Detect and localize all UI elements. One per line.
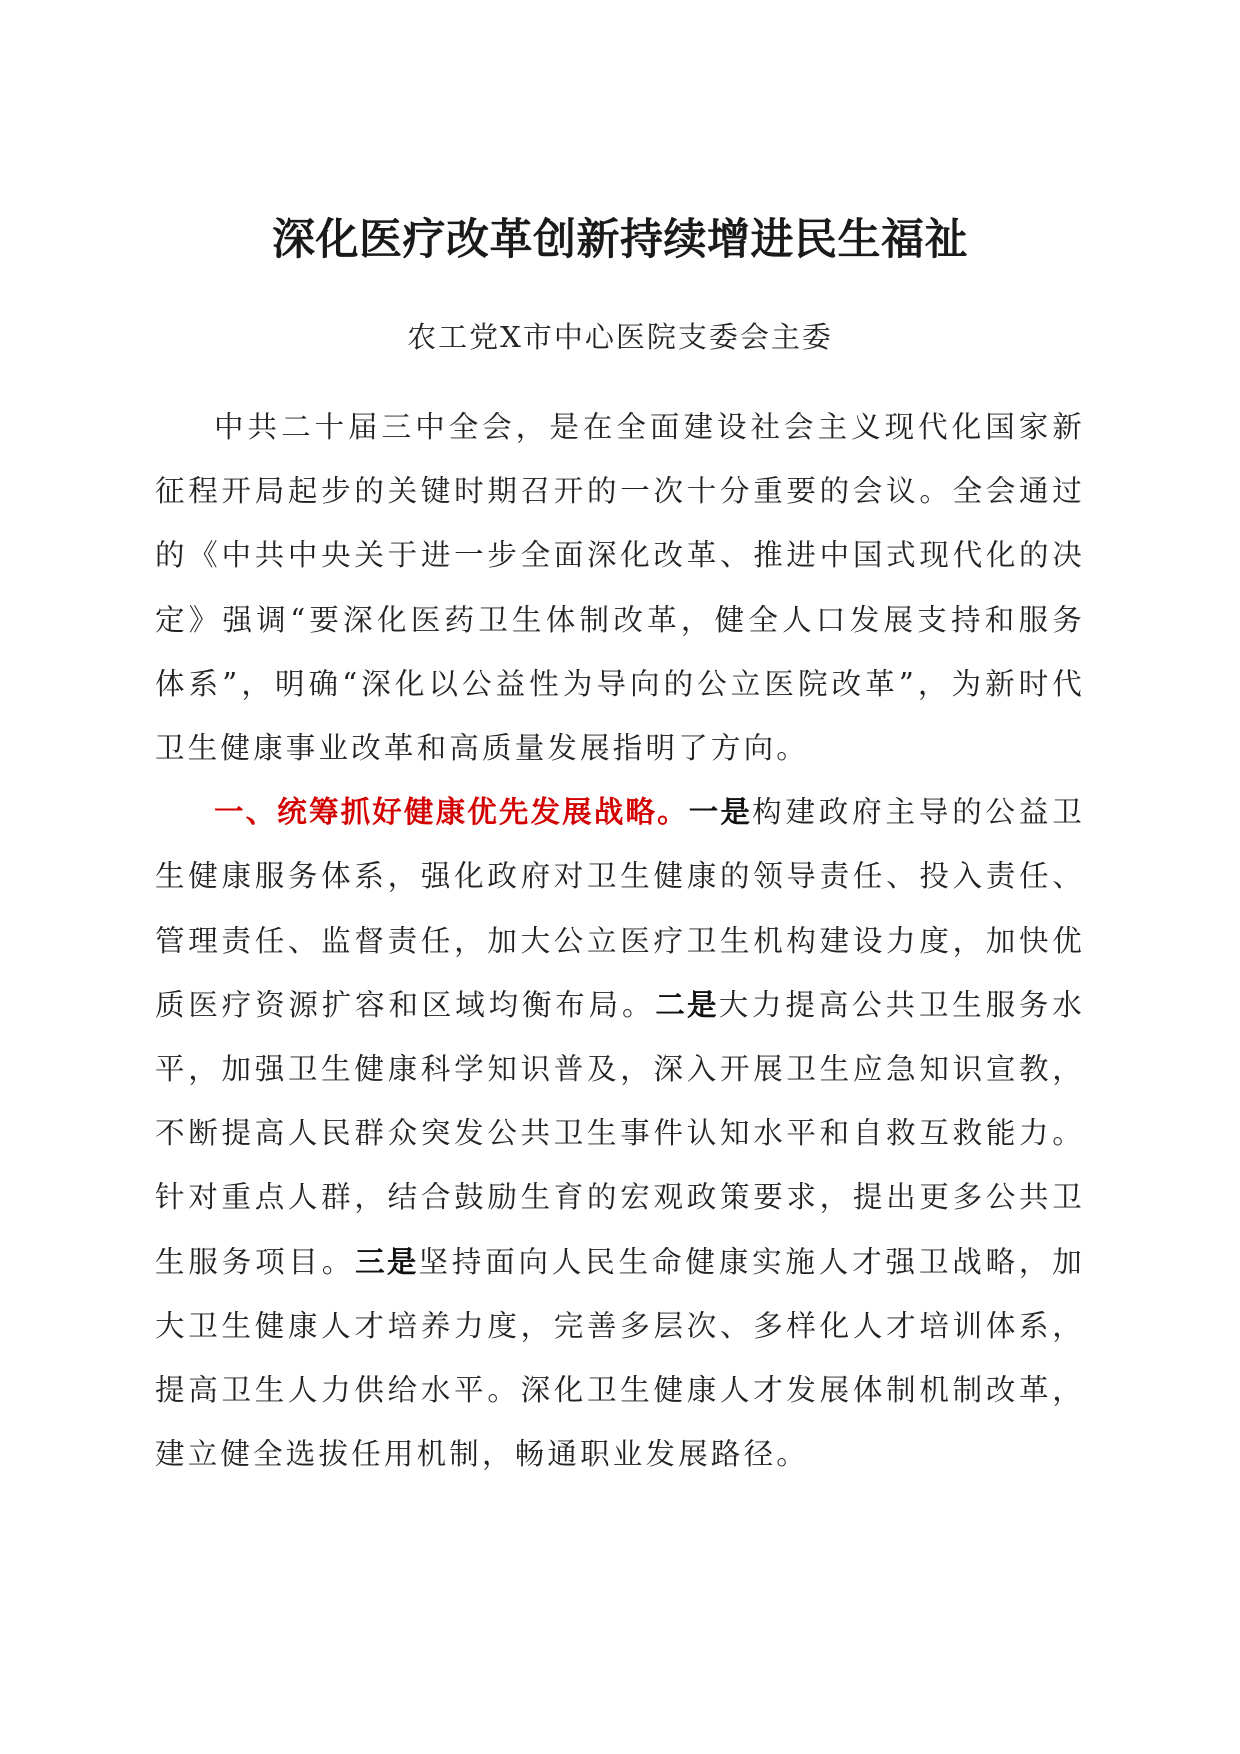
section-1-paragraph [155,780,1085,1486]
section-1-heading: 一、统筹抓好健康优先发展战略。 [214,795,689,830]
document-author: 农工党X市中心医院支委会主委 [407,320,833,354]
point-1-marker: 一是 [688,795,753,830]
point-1-text: 构建政府主导的公益卫生健康服务体系，强化政府对卫生健康的领导责任、投入责任、管理责任、监督责任，加大公立医疗卫生机构建设力度，加快优质医疗资源扩容和区域均衡布局。 [155,795,1085,1022]
document-title: 深化医疗改革创新持续增进民生福祉 [272,215,968,265]
point-3-text: 坚持面向人民生命健康实施人才强卫战略，加大卫生健康人才培养力度，完善多层次、多样化人才培训体系，提高卫生人力供给水平。深化卫生健康人才发展体制机制改革，建立健全选拔任用机制，畅通职业发展路径。 [155,1244,1085,1472]
intro-paragraph: 中共二十届三中全会，是在全面建设社会主义现代化国家新征程开局起步的关键时期召开的一次十分重要的会议。全会通过的《中共中央关于进一步全面深化改革、推进中国式现代化的决定》强调“要深化医药卫生体制改革，健全人口发展支持和服务体系”，明确“深化以公益性为导向的公立医院改革”，为新时代卫生健康事业改革和高质量发展指明了方向。 [155,410,1085,766]
point-3-marker: 三是 [355,1244,419,1279]
point-2-text: 大力提高公共卫生服务水平，加强卫生健康科学知识普及，深入开展卫生应急知识宣教，不断提高人民群众突发公共卫生事件认知水平和自救互救能力。针对重点人群，结合鼓励生育的宏观政策要求，提出更多公共卫生服务项目。 [155,987,1085,1279]
document-body [155,395,1085,1486]
point-2-marker: 二是 [655,987,719,1022]
